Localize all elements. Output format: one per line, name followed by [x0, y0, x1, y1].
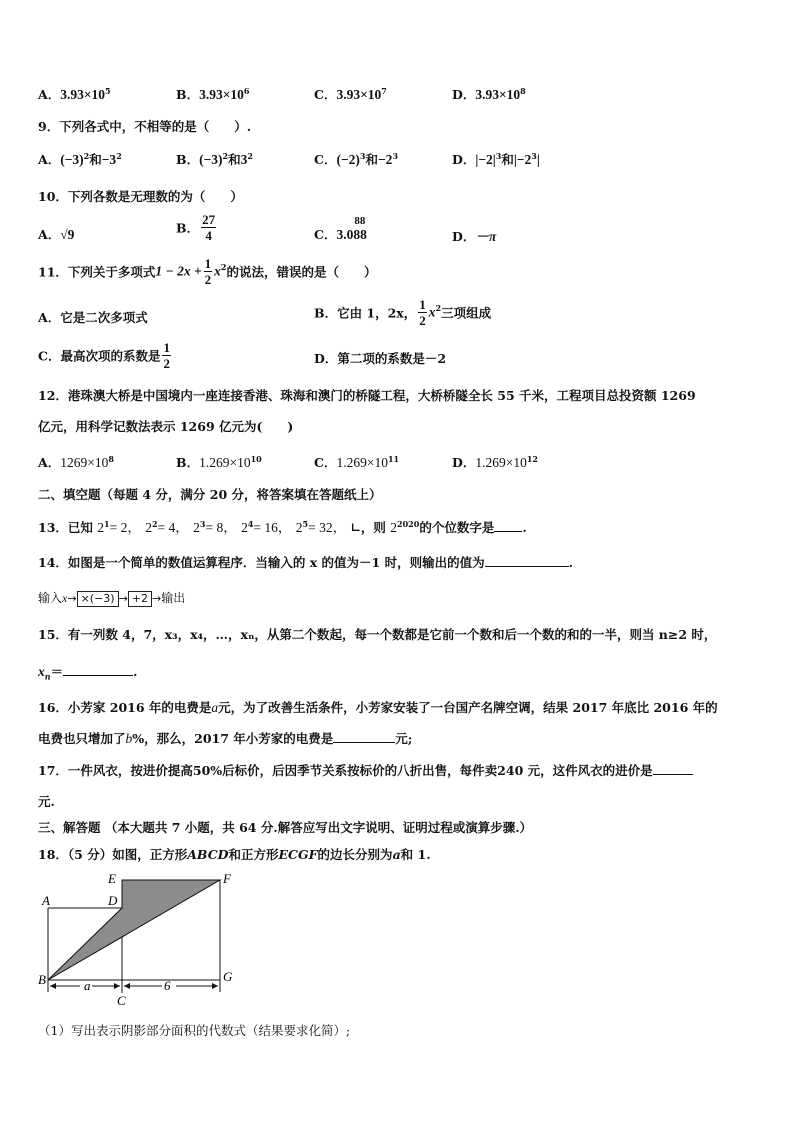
q14-flowchart: 输入x→ ×(−3) → +2 →输出 — [38, 591, 186, 605]
arrowhead — [124, 983, 130, 989]
q8-option-c: C．$3.93\times 10^7$ — [314, 85, 387, 102]
q9-option-c: C．$(-2)^3$和$-2^3$ — [314, 150, 399, 167]
answer-blank — [333, 730, 395, 743]
label-e: E — [108, 871, 116, 886]
flow-box-multiply: ×(−3) — [77, 591, 119, 607]
label-d: D — [108, 893, 118, 908]
q10-option-d: D．－π — [452, 229, 497, 244]
q9-option-d: D．$|-2|^3$和$|-2^3|$ — [452, 150, 540, 167]
answer-blank — [494, 519, 522, 532]
q12-option-a: A．$1269\times 10^8$ — [38, 453, 114, 470]
q18-subquestion-1: （1）写出表示阴影部分面积的代数式（结果要求化简）; — [38, 1023, 351, 1038]
q17-line2: 元. — [38, 794, 55, 809]
label-a: A — [42, 893, 50, 908]
q8-option-a: A．$3.93\times 10^5$ — [38, 85, 111, 102]
q11-option-c: C．最高次项的系数是 $\frac{1}{2}$ — [38, 340, 170, 371]
arrowhead — [212, 983, 218, 989]
q11-stem: 11．下列关于多项式1 − 2x + $\frac{1}{2}$ $x^2$的说法，错误的是（ ） — [38, 256, 377, 287]
q10-option-c: C．3.0 88 88 — [314, 215, 367, 242]
arrow-right-icon: → — [67, 592, 77, 605]
q11-option-b: B．它由 1，2x， $\frac{1}{2}$ $x^2$三项组成 — [314, 297, 492, 328]
answer-blank — [653, 762, 693, 775]
q12-option-d: D．$1.269\times 10^{12}$ — [452, 453, 538, 470]
q12-line1: 12．港珠澳大桥是中国境内一座连接香港、珠海和澳门的桥隧工程，大桥桥隧全长 55 千米，工程项目总投资额 1269 — [38, 388, 696, 403]
repeating-dots: 88 — [354, 215, 366, 227]
label-c: C — [117, 993, 126, 1008]
arrowhead — [50, 983, 56, 989]
arrow-right-icon: → — [118, 592, 128, 605]
q17-line1: 17．一件风衣，按进价提高50%后标价，后因季节关系按标价的八折出售，每件卖240 元，这件风衣的进价是 — [38, 761, 693, 779]
q18-squares-figure — [30, 868, 250, 1008]
q9-option-a: A．$(-3)^2$和$-3^2$ — [38, 150, 122, 167]
q15-line2: $x_n=$ . — [38, 664, 138, 682]
shaded-region — [48, 880, 220, 980]
q13: 13．已知 $2^1= 2$， $2^2= 4$， $2^3= 8$， $2^4= 16$， $2^5= 32$， ∟，则 $2^{2020}$的个位数字是 . — [38, 518, 527, 535]
label-b: B — [38, 972, 46, 987]
q10-option-b: B． $\frac{27}{4}$ — [176, 212, 216, 243]
answer-blank — [63, 663, 133, 676]
q8-option-d: D．$3.93\times 10^8$ — [452, 85, 526, 102]
flow-box-add: +2 — [128, 591, 152, 607]
dim-label-b: 6 — [164, 978, 171, 993]
answer-blank — [485, 554, 569, 567]
q10-stem: 10．下列各数是无理数的为（ ） — [38, 189, 243, 204]
label-g: G — [223, 969, 233, 984]
arrowhead — [114, 983, 120, 989]
fraction: $\frac{27}{4}$ — [202, 212, 216, 243]
q15-line1: 15．有一列数 4，7，x₃，x₄，…，xₙ，从第二个数起，每一个数都是它前一个数和后一个数的和的一半，则当 n≥2 时， — [38, 627, 717, 642]
q9-stem: 9．下列各式中，不相等的是（ ）. — [38, 119, 252, 134]
q16-line1: 16．小芳家 2016 年的电费是a元，为了改善生活条件，小芳家安装了一台国产名牌空调，结果 2017 年底比 2016 年的 — [38, 700, 718, 715]
q16-line2: 电费也只增加了b%，那么，2017 年小芳家的电费是 元; — [38, 731, 413, 746]
section-3-heading: 三、解答题 （本大题共 7 小题，共 64 分.解答应写出文字说明、证明过程或演算步骤.） — [38, 820, 533, 835]
label-f: F — [223, 871, 231, 886]
q11-option-a: A．它是二次多项式 — [38, 310, 148, 325]
q8-option-b: B．$3.93\times 10^6$ — [176, 85, 250, 102]
q10-option-a: A．√9 — [38, 227, 75, 242]
section-2-heading: 二、填空题（每题 4 分，满分 20 分，将答案填在答题纸上） — [38, 487, 382, 502]
q12-option-b: B．$1.269\times 10^{10}$ — [176, 453, 262, 470]
q12-line2: 亿元，用科学记数法表示 1269 亿元为( ) — [38, 419, 294, 434]
q12-option-c: C．$1.269\times 10^{11}$ — [314, 453, 400, 470]
arrow-right-icon: → — [152, 592, 162, 605]
dim-label-a: a — [84, 978, 91, 993]
q14-stem: 14．如图是一个简单的数值运算程序．当输入的 x 的值为－1 时，则输出的值为 . — [38, 555, 573, 570]
q11-option-d: D．第二项的系数是－2 — [314, 351, 447, 366]
q9-option-b: B．$(-3)^2$和$3^2$ — [176, 150, 253, 167]
q18-stem: 18．（5 分）如图，正方形ABCD和正方形ECGF的边长分别为a和 1. — [38, 847, 431, 862]
